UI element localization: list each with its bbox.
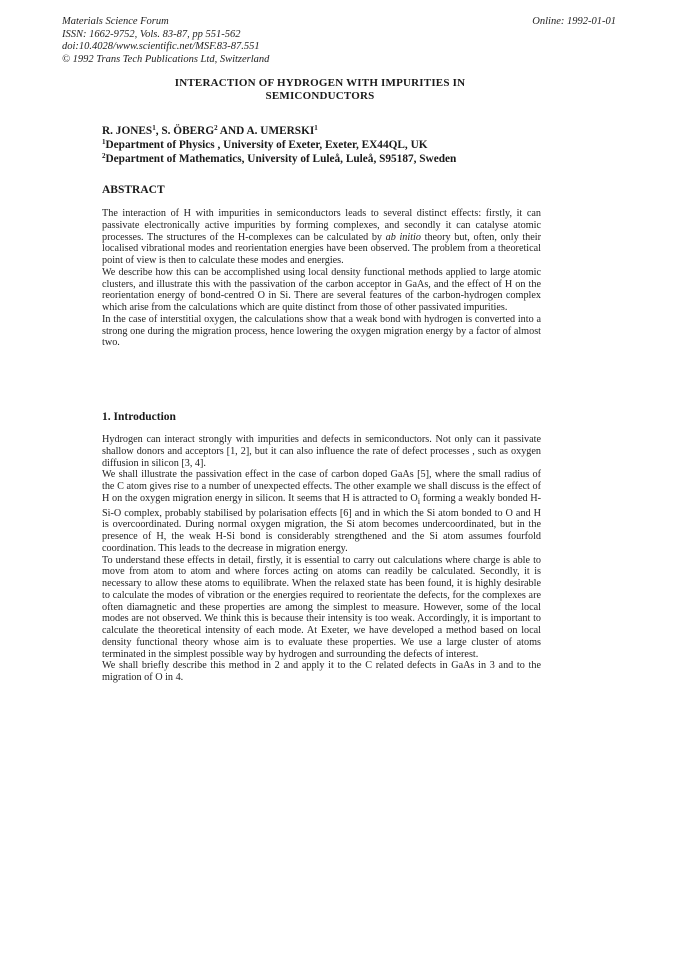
- abstract-paragraph-2: We describe how this can be accomplished using local density functional methods applied to large atomic clusters, and illustrate this with the passivation of the carbon acceptor in GaAs, and the effect of H on the reorientation energy of bond-centred O in Si. There are several features of the carbon-hydrogen complex which arise from the calculations which are quite distinct from those of other passivated impurities.: [102, 266, 541, 313]
- author-1-affil: 1: [152, 124, 156, 132]
- intro-p2-subscript: i: [417, 495, 421, 506]
- author-1: R. JONES: [102, 125, 153, 137]
- abstract-paragraph-3: In the case of interstitial oxygen, the calculations show that a weak bond with hydrogen is converted into a strong one during the migration process, hence lowering the oxygen migration energy by a factor of almost two.: [102, 313, 541, 349]
- issn-line: ISSN: 1662-9752, Vols. 83-87, pp 551-562: [62, 28, 241, 40]
- title-line-2: SEMICONDUCTORS: [265, 90, 375, 102]
- abstract-body: [102, 208, 541, 349]
- journal-name: Materials Science Forum: [62, 16, 169, 27]
- intro-paragraph-2: [102, 469, 541, 554]
- intro-paragraph-3: To understand these effects in detail, firstly, it is essential to carry out calculations where charge is able to move from atom to atom and where forces acting on atoms can readily be calculated. Secondly, it is necessary to allow these atoms to equilibrate. When the relaxed state has been found, it is highly desirable to calculate the modes of vibration or the energies required to reorientate the defects, for the complexes are often diamagnetic and these properties are among the simplest to measure. However, some of the local modes are not observed. We think this is because their intensity is too weak. Accordingly, it is important to calculate the theoretical intensity of each mode. At Exeter, we have developed a method based on local density functional theory whose aim is to evaluate these properties. We use a large cluster of atoms terminated in the simplest possible way by hydrogen and surrounding the defects of interest.: [102, 554, 541, 660]
- copyright-line: © 1992 Trans Tech Publications Ltd, Switzerland: [62, 53, 270, 65]
- section-heading-introduction: 1. Introduction: [102, 411, 176, 423]
- author-3: AND A. UMERSKI: [217, 125, 315, 137]
- abstract-p1-start: The interaction of H with impurities in semiconductors leads to several distinct effects: firstly, it can passivate electronically active impurities by forming complexes, and secondly it can catalyse atomic processes. The structures of the H-complexes can be calculated by: [102, 208, 541, 243]
- intro-paragraph-4: We shall briefly describe this method in 2 and apply it to the C related defects in GaAs in 3 and to the migration of O in 4.: [102, 660, 541, 684]
- intro-p2-end: forming a weakly bonded H-Si-O complex, probably stabilised by polarisation effects [6] and in which the Si atom bonded to O and H is overcoordinated. During normal oxygen migration, the Si atom becomes undercoordinated, but in the presence of H, the weak H-Si bond is considerably strengthened and the Si atom assumes fourfold coordination. This leads to the decrease in migration energy.: [102, 492, 541, 554]
- online-date: Online: 1992-01-01: [532, 16, 616, 27]
- paper-title: [100, 77, 540, 103]
- author-2-affil: 2: [214, 124, 218, 132]
- abstract-p1-end: theory but, often, only their localised vibrational modes and reorientation energies have been observed. The problem from a theoretical point of view is then to calculate these modes and energies.: [102, 231, 541, 266]
- affiliation-2-mark: 2: [102, 152, 106, 160]
- introduction-body: [102, 434, 541, 684]
- publication-metadata: [62, 16, 269, 66]
- affiliation-2-text: Department of Mathematics, University of Luleå, Luleå, S95187, Sweden: [105, 153, 457, 165]
- affiliation-2: [102, 152, 456, 166]
- author-2: , S. ÖBERG: [155, 125, 215, 137]
- title-line-1: INTERACTION OF HYDROGEN WITH IMPURITIES IN: [174, 77, 466, 89]
- affiliation-1-mark: 1: [102, 138, 106, 146]
- author-list: [102, 124, 456, 138]
- abstract-p1-italic: ab initio: [385, 231, 421, 243]
- intro-paragraph-1: Hydrogen can interact strongly with impurities and defects in semiconductors. Not only can it passivate shallow donors and acceptors [1, 2], but it can also influence the rate of defect processes , such as oxygen diffusion in silicon [3, 4].: [102, 434, 541, 469]
- abstract-paragraph-1: [102, 208, 541, 267]
- abstract-heading: ABSTRACT: [102, 184, 165, 196]
- author-block: [102, 124, 456, 166]
- intro-p2-start: We shall illustrate the passivation effect in the case of carbon doped GaAs [5], where the small radius of the C atom gives rise to a number of unexpected effects. The other example we shall discuss is the effect of H on the oxygen migration energy in silicon. It seems that H is attracted to O: [102, 469, 541, 504]
- doi-line[interactable]: doi:10.4028/www.scientific.net/MSF.83-87.551: [62, 41, 260, 52]
- affiliation-1: [102, 138, 456, 152]
- affiliation-1-text: Department of Physics , University of Exeter, Exeter, EX44QL, UK: [105, 139, 428, 151]
- author-3-affil: 1: [314, 124, 318, 132]
